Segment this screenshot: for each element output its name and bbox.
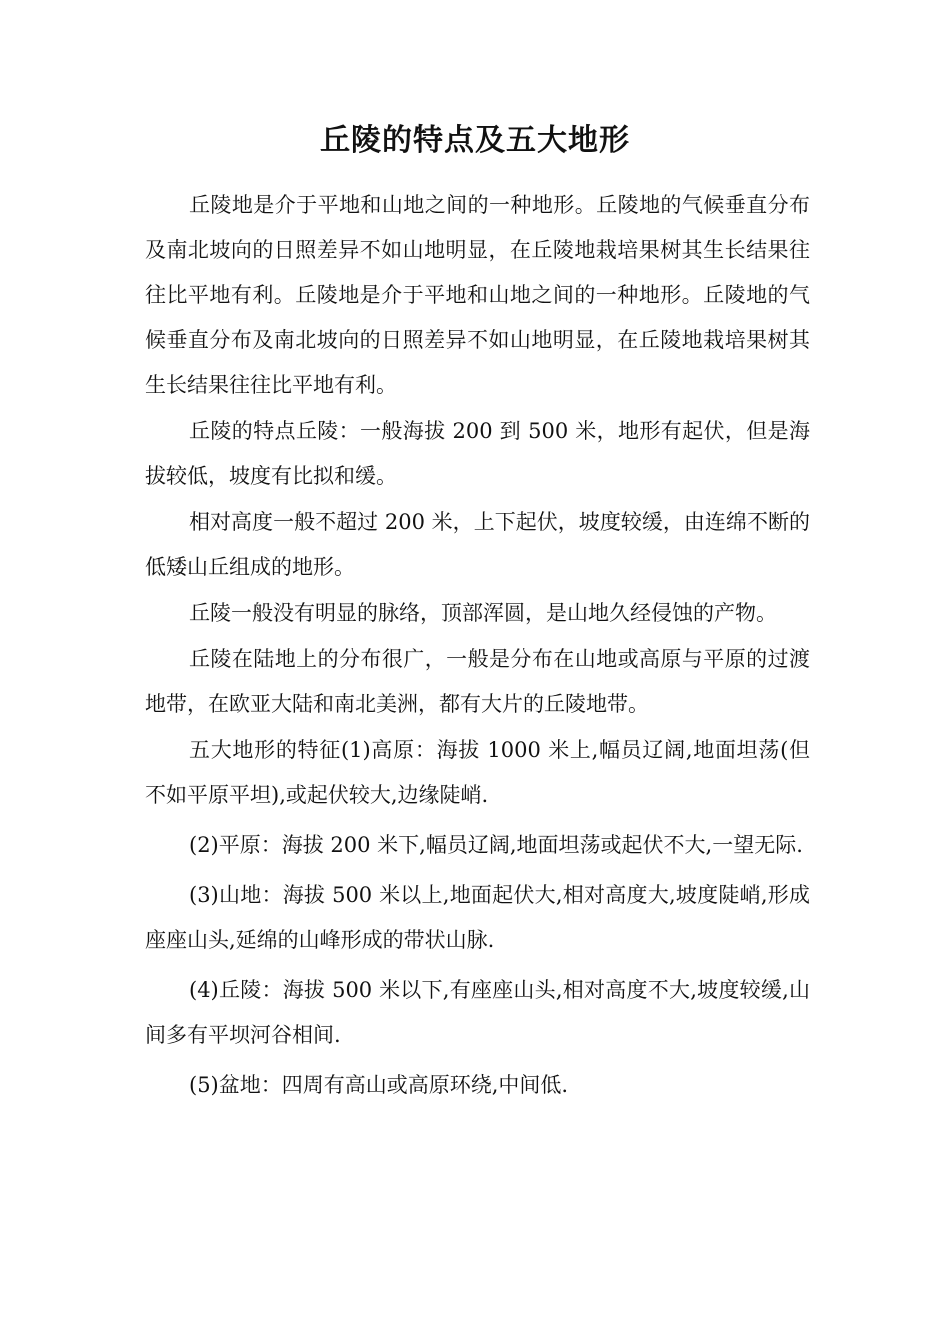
paragraph-10: (5)盆地：四周有高山或高原环绕,中间低. [189,1073,569,1097]
paragraph-4: 丘陵一般没有明显的脉络，顶部浑圆，是山地久经侵蚀的产物。 [189,601,777,625]
paragraph-7: (2)平原：海拔 200 米下,幅员辽阔,地面坦荡或起伏不大,一望无际. [189,833,803,857]
paragraph-2: 丘陵的特点丘陵：一般海拔 200 到 500 米，地形有起伏，但是海拔较低，坡度有比拟和缓。 [145,419,810,488]
paragraph-3: 相对高度一般不超过 200 米，上下起伏，坡度较缓，由连绵不断的低矮山丘组成的地形。 [145,510,810,579]
document-title: 丘陵的特点及五大地形 [320,123,630,158]
paragraph-5: 丘陵在陆地上的分布很广，一般是分布在山地或高原与平原的过渡地带，在欧亚大陆和南北美洲，都有大片的丘陵地带。 [145,647,810,716]
document-body [145,183,810,1109]
paragraph-8: (3)山地：海拔 500 米以上,地面起伏大,相对高度大,坡度陡峭,形成座座山头,延绵的山峰形成的带状山脉. [145,883,810,952]
paragraph-6: 五大地形的特征(1)高原：海拔 1000 米上,幅员辽阔,地面坦荡(但不如平原平坦),或起伏较大,边缘陡峭. [145,738,810,807]
paragraph-9: (4)丘陵：海拔 500 米以下,有座座山头,相对高度不大,坡度较缓,山间多有平坝河谷相间. [145,978,810,1047]
paragraph-1: 丘陵地是介于平地和山地之间的一种地形。丘陵地的气候垂直分布及南北坡向的日照差异不如山地明显，在丘陵地栽培果树其生长结果往往比平地有利。丘陵地是介于平地和山地之间的一种地形。丘陵地的气候垂直分布及南北坡向的日照差异不如山地明显，在丘陵地栽培果树其生长结果往往比平地有利。 [145,193,810,397]
